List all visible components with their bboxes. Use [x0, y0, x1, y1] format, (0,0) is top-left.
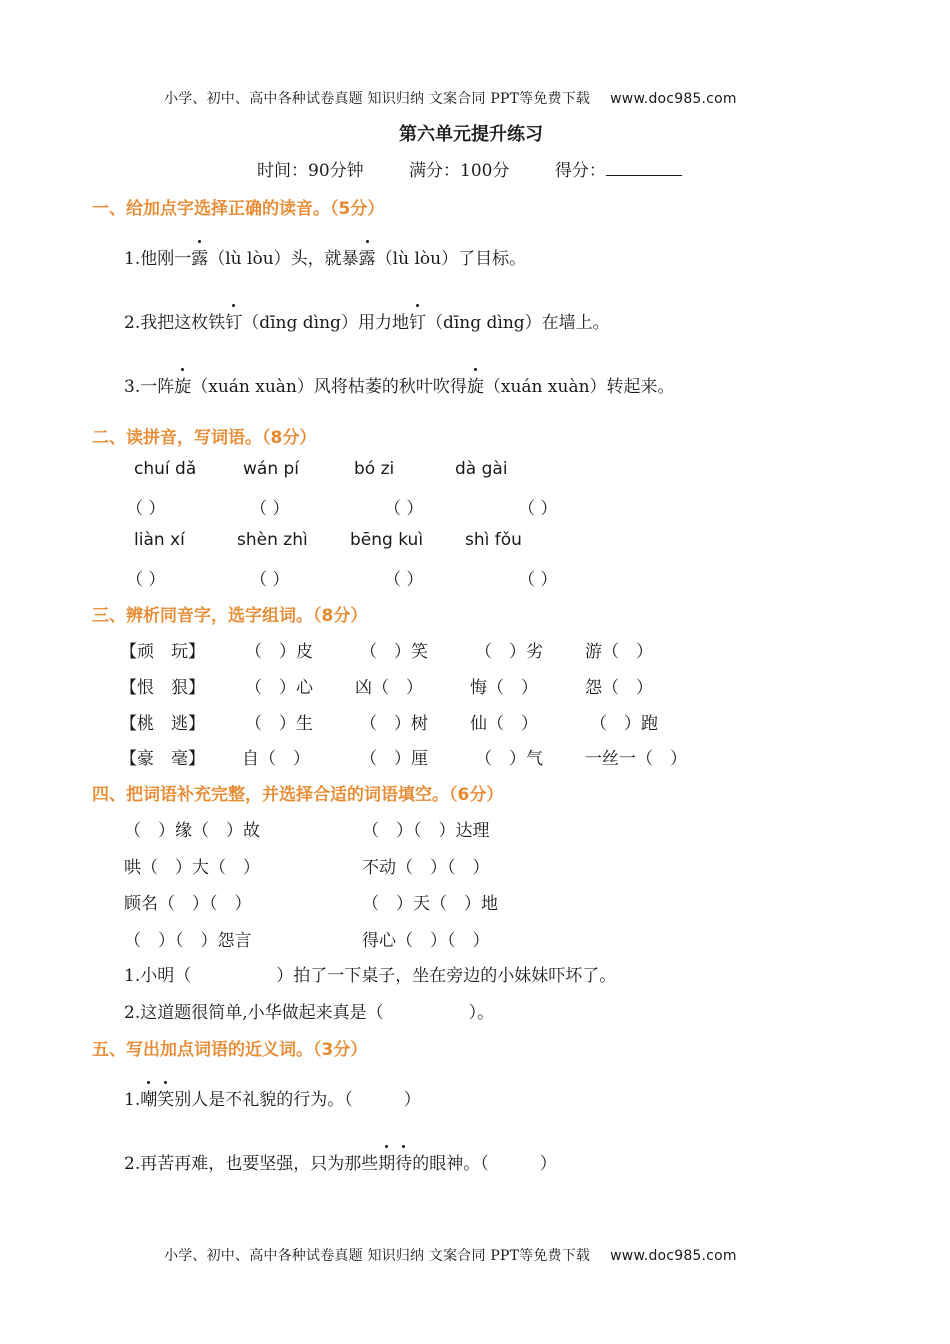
section-3-heading: 三、辨析同音字，选字组词。（8分）	[92, 606, 368, 626]
s1-q1-dotted-char-2: 露	[359, 244, 376, 269]
s1-question-3	[124, 372, 675, 397]
section-4-heading: 四、把词语补充完整，并选择合适的词语填空。（6分）	[92, 785, 504, 805]
s3-row-4-label: 【豪 毫】	[120, 749, 205, 769]
s3-row-4-item-3[interactable]: （ ）气	[475, 749, 543, 769]
exam-score-label: 得分：	[554, 161, 606, 181]
s5-q2-text-b[interactable]: 的眼神。（ ）	[412, 1154, 557, 1174]
s1-question-1	[124, 244, 526, 269]
s3-row-1-item-4[interactable]: 游（ ）	[585, 642, 653, 662]
s3-row-3-item-4[interactable]: （ ）跑	[590, 714, 658, 734]
s5-q1-dotted-char-1: 嘲	[140, 1085, 157, 1110]
exam-full-score: 满分：100分	[409, 161, 510, 181]
s5-question-1	[124, 1085, 421, 1110]
s1-q1-text-b: （lù lòu）头，就暴	[208, 249, 359, 269]
answer-paren-8[interactable]: （ ）	[518, 570, 558, 590]
s4-left-3[interactable]: 顾名（ ）（ ）	[124, 894, 252, 914]
s4-right-3[interactable]: （ ）天（ ）地	[362, 894, 498, 914]
s4-question-1[interactable]: 1.小明（ ）拍了一下桌子，坐在旁边的小妹妹吓坏了。	[124, 966, 617, 986]
s3-row-1-item-2[interactable]: （ ）笑	[360, 642, 428, 662]
s3-row-4-item-4[interactable]: 一丝一（ ）	[585, 749, 687, 769]
s1-q1-text-c: （lù lòu）了目标。	[375, 249, 527, 269]
pinyin-7: bēng kuì	[350, 530, 424, 550]
answer-paren-2[interactable]: （ ）	[250, 499, 290, 519]
pinyin-8: shì fǒu	[465, 530, 522, 550]
s5-q2-text-a: 2.再苦再难，也要坚强，只为那些	[124, 1154, 379, 1174]
pinyin-4: dà gài	[455, 459, 508, 479]
s3-row-4-item-1[interactable]: 自（ ）	[242, 749, 310, 769]
s3-row-2-item-1[interactable]: （ ）心	[245, 678, 313, 698]
footer-text: 小学、初中、高中各种试卷真题 知识归纳 文案合同 PPT等免费下载	[164, 1248, 591, 1264]
s3-row-2-label: 【恨 狠】	[120, 678, 205, 698]
s1-q3-text-c: （xuán xuàn）转起来。	[483, 377, 675, 397]
s1-q2-text-a: 2.我把这枚铁	[124, 313, 226, 333]
footer-site: www.doc985.com	[610, 1248, 737, 1264]
s1-q3-dotted-char-2: 旋	[467, 372, 484, 397]
pinyin-1: chuí dǎ	[134, 459, 197, 479]
s1-q2-text-b: （dīng dìng）用力地	[242, 313, 409, 333]
s1-question-2	[124, 308, 610, 333]
s1-q3-dotted-char-1: 旋	[174, 372, 191, 397]
s3-row-1-label: 【顽 玩】	[120, 642, 205, 662]
s1-q2-text-c: （dīng dìng）在墙上。	[425, 313, 610, 333]
s4-left-2[interactable]: 哄（ ）大（ ）	[124, 858, 260, 878]
s1-q1-text-a: 1.他刚一	[124, 249, 192, 269]
s1-q2-dotted-char-1: 钉	[225, 308, 242, 333]
s3-row-3-item-2[interactable]: （ ）树	[360, 714, 428, 734]
score-blank[interactable]	[606, 159, 682, 176]
answer-paren-4[interactable]: （ ）	[518, 499, 558, 519]
s4-right-1[interactable]: （ ）（ ）达理	[362, 821, 490, 841]
s4-left-1[interactable]: （ ）缘（ ）故	[124, 821, 260, 841]
s5-q2-dotted-char-2: 待	[395, 1149, 412, 1174]
s5-q1-text[interactable]: 别人是不礼貌的行为。（ ）	[174, 1090, 421, 1110]
s5-q1-number: 1.	[124, 1090, 141, 1110]
s4-right-4[interactable]: 得心（ ）（ ）	[362, 931, 490, 951]
s1-q1-dotted-char-1: 露	[191, 244, 208, 269]
s3-row-3-item-3[interactable]: 仙（ ）	[470, 714, 538, 734]
section-1-heading: 一、给加点字选择正确的读音。（5分）	[92, 199, 385, 219]
s1-q3-text-b: （xuán xuàn）风将枯萎的秋叶吹得	[191, 377, 467, 397]
pinyin-2: wán pí	[243, 459, 300, 479]
header-site: www.doc985.com	[610, 91, 737, 107]
section-2-heading: 二、读拼音，写词语。（8分）	[92, 428, 317, 448]
s3-row-3-label: 【桃 逃】	[120, 714, 205, 734]
s3-row-1-item-1[interactable]: （ ）皮	[245, 642, 313, 662]
s4-left-4[interactable]: （ ）（ ）怨言	[124, 931, 252, 951]
answer-paren-5[interactable]: （ ）	[126, 570, 166, 590]
answer-paren-6[interactable]: （ ）	[250, 570, 290, 590]
pinyin-3: bó zi	[354, 459, 395, 479]
exam-time: 时间：90分钟	[257, 161, 364, 181]
s3-row-1-item-3[interactable]: （ ）劣	[475, 642, 543, 662]
header-text: 小学、初中、高中各种试卷真题 知识归纳 文案合同 PPT等免费下载	[164, 91, 591, 107]
s4-question-2[interactable]: 2.这道题很简单,小华做起来真是（ ）。	[124, 1003, 495, 1023]
answer-paren-7[interactable]: （ ）	[384, 570, 424, 590]
s5-q1-dotted-char-2: 笑	[157, 1085, 174, 1110]
section-5-heading: 五、写出加点词语的近义词。（3分）	[92, 1040, 368, 1060]
s3-row-2-item-4[interactable]: 怨（ ）	[585, 678, 653, 698]
page-title: 第六单元提升练习	[399, 124, 543, 145]
s5-q2-dotted-char-1: 期	[378, 1149, 395, 1174]
answer-paren-3[interactable]: （ ）	[384, 499, 424, 519]
s5-question-2	[124, 1149, 557, 1174]
s3-row-2-item-3[interactable]: 悔（ ）	[470, 678, 538, 698]
pinyin-5: liàn xí	[134, 530, 185, 550]
s3-row-3-item-1[interactable]: （ ）生	[245, 714, 313, 734]
s1-q3-text-a: 3.一阵	[124, 377, 175, 397]
s4-right-2[interactable]: 不动（ ）（ ）	[362, 858, 490, 878]
s3-row-2-item-2[interactable]: 凶（ ）	[355, 678, 423, 698]
s1-q2-dotted-char-2: 钉	[409, 308, 426, 333]
answer-paren-1[interactable]: （ ）	[126, 499, 166, 519]
exam-info	[257, 156, 682, 181]
page-footer	[164, 1245, 737, 1265]
page-header	[164, 88, 737, 108]
pinyin-6: shèn zhì	[237, 530, 308, 550]
s3-row-4-item-2[interactable]: （ ）厘	[360, 749, 428, 769]
